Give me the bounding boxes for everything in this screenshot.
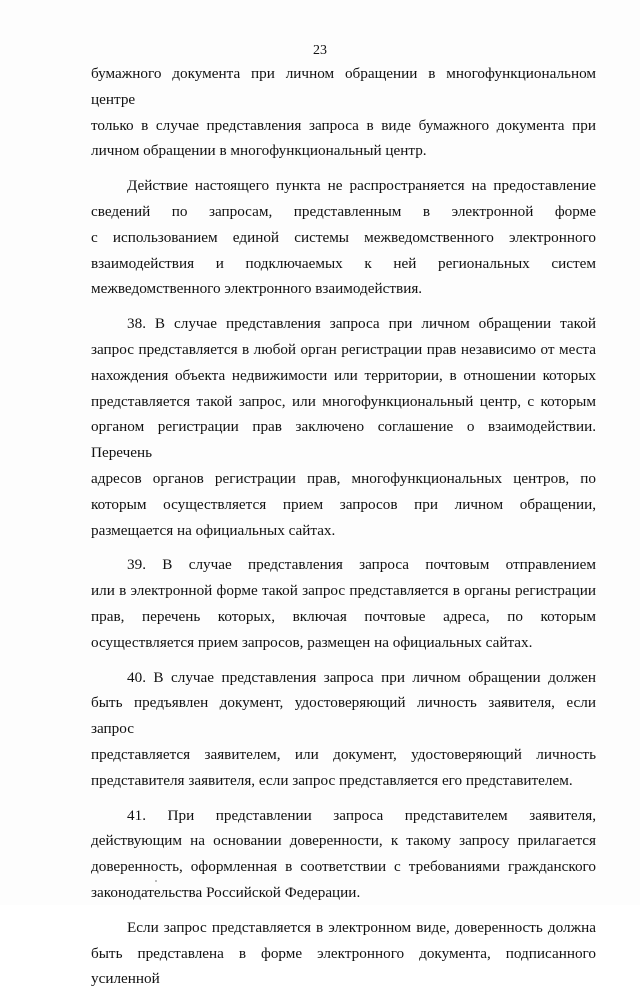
text-line: размещается на официальных сайтах.	[91, 521, 336, 539]
text-line: которым осуществляется прием запросов при личном обращении,	[91, 495, 596, 513]
text-line: или в электронной форме такой запрос представляется в органы регистрации	[91, 582, 596, 600]
text-line: осуществляется прием запросов, размещен на официальных сайтах.	[91, 633, 533, 651]
text-line: действующим на основании доверенности, к такому запросу прилагается	[91, 832, 596, 850]
paragraph-electronic-power-of-attorney	[91, 915, 596, 992]
text-line: представляется такой запрос, или многофункциональный центр, с которым	[91, 392, 596, 410]
text-line: только в случае представления запроса в виде бумажного документа при	[91, 116, 596, 134]
text-line: представляется заявителем, или документ, удостоверяющий личность	[91, 745, 596, 763]
text-line: законодательства Российской Федерации.	[91, 883, 361, 901]
text-line: 38. В случае представления запроса при личном обращении такой	[127, 315, 596, 333]
paragraph-continuation	[91, 61, 596, 164]
text-line: межведомственного электронного взаимодействия.	[91, 280, 423, 298]
text-line: органом регистрации прав заключено соглашение о взаимодействии. Перечень	[91, 418, 596, 462]
text-line: быть предъявлен документ, удостоверяющий личность заявителя, если запрос	[91, 694, 596, 738]
text-line: сведений по запросам, представленным в электронной форме	[91, 202, 596, 220]
text-line: быть представлена в форме электронного документа, подписанного усиленной	[91, 944, 596, 988]
paragraph-40	[91, 665, 596, 794]
text-line: нахождения объекта недвижимости или территории, в отношении которых	[91, 366, 596, 384]
text-line: доверенность, оформленная в соответствии с требованиями гражданского	[91, 858, 596, 876]
text-line: 40. В случае представления запроса при личном обращении должен	[127, 668, 596, 686]
text-line: Если запрос представляется в электронном виде, доверенность должна	[127, 918, 596, 936]
paragraph-38	[91, 311, 596, 543]
text-line: прав, перечень которых, включая почтовые адреса, по которым	[91, 607, 596, 625]
text-line: с использованием единой системы межведомственного электронного	[91, 228, 596, 246]
scan-speck	[155, 880, 157, 882]
text-line: 41. При представлении запроса представителем заявителя,	[127, 806, 596, 824]
page-number: 23	[313, 43, 327, 58]
text-line: личном обращении в многофункциональный центр.	[91, 142, 427, 160]
text-line: адресов органов регистрации прав, многофункциональных центров, по	[91, 469, 596, 487]
text-line: Действие настоящего пункта не распространяется на предоставление	[127, 177, 596, 195]
text-line: 39. В случае представления запроса почтовым отправлением	[127, 556, 596, 574]
document-body	[91, 61, 596, 1001]
text-line: запрос представляется в любой орган регистрации прав независимо от места	[91, 340, 596, 358]
paragraph-39	[91, 552, 596, 655]
text-line: бумажного документа при личном обращении в многофункциональном центре	[91, 65, 596, 108]
paragraph-41	[91, 803, 596, 906]
text-line: взаимодействия и подключаемых к ней региональных систем	[91, 254, 596, 272]
text-line: представителя заявителя, если запрос представляется его представителем.	[91, 771, 573, 789]
paragraph-scope-exception	[91, 173, 596, 302]
